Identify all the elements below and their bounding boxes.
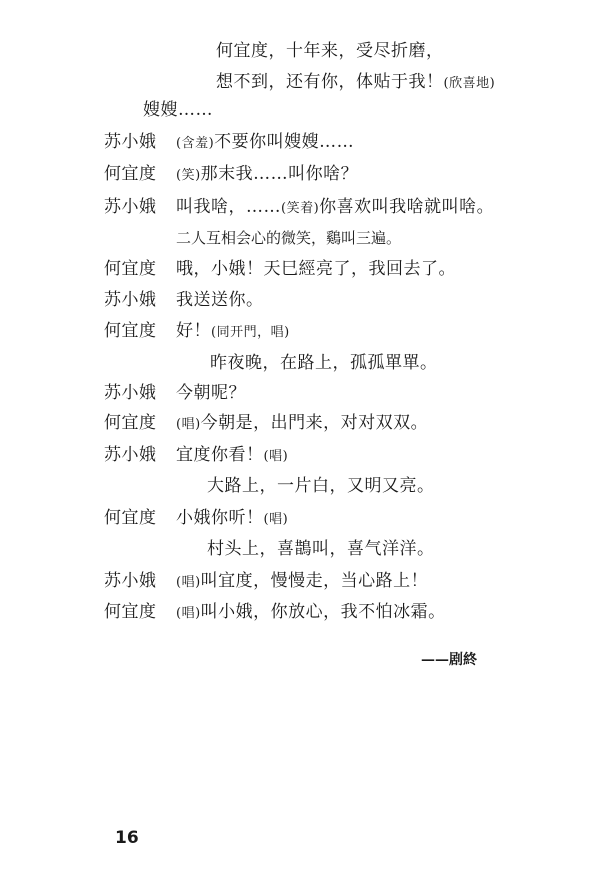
verse-line: 大路上，一片白，又明又亮。 xyxy=(207,476,435,496)
stage-direction: (同开門，唱) xyxy=(211,325,290,340)
stage-direction: (笑着) xyxy=(281,201,320,216)
verse-line: 昨夜晚，在路上，孤孤單單。 xyxy=(210,353,438,373)
dialogue-text: 哦，小娥！天巳經亮了，我回去了。 xyxy=(176,259,456,279)
dialogue-text: 不要你叫嫂嫂…… xyxy=(214,132,355,152)
stage-direction: (唱) xyxy=(176,417,201,432)
dialogue-text: 好！ xyxy=(176,321,211,341)
speaker-name: 何宜度 xyxy=(104,321,157,341)
dialogue-text: 叫小娥，你放心，我不怕冰霜。 xyxy=(200,602,446,622)
speaker-name: 苏小娥 xyxy=(104,383,157,403)
speaker-name: 苏小娥 xyxy=(104,571,157,591)
stage-direction: (欣喜地) xyxy=(443,76,496,91)
speaker-name: 苏小娥 xyxy=(104,132,157,152)
stage-direction: (含羞) xyxy=(176,136,215,151)
speaker-name: 何宜度 xyxy=(104,602,157,622)
speaker-name: 何宜度 xyxy=(104,164,157,184)
dialogue-text: 叫宜度，慢慢走，当心路上！ xyxy=(200,571,429,591)
page-number: 16 xyxy=(115,828,139,848)
dialogue-text: 叫我啥，…… xyxy=(176,197,281,217)
speaker-name: 苏小娥 xyxy=(104,445,157,465)
verse-line: 嫂嫂…… xyxy=(143,100,213,120)
dialogue-text: 那末我……叫你啥？ xyxy=(200,164,359,184)
dialogue-text: 今朝呢？ xyxy=(176,383,246,403)
dialogue-text: 今朝是，出門来，对对双双。 xyxy=(200,413,429,433)
dialogue-text: 我送送你。 xyxy=(176,290,264,310)
stage-direction: (唱) xyxy=(176,606,201,621)
verse-line: 何宜度，十年来，受尽折磨， xyxy=(216,41,444,61)
end-mark: ——剧終 xyxy=(421,652,477,668)
stage-direction: (唱) xyxy=(176,575,201,590)
stage-direction: (唱) xyxy=(263,449,289,464)
speaker-name: 何宜度 xyxy=(104,413,157,433)
dialogue-text: 小娥你听！ xyxy=(176,508,264,528)
stage-direction: (笑) xyxy=(176,168,201,183)
dialogue-text: 宜度你看！ xyxy=(176,445,264,465)
speaker-name: 何宜度 xyxy=(104,508,157,528)
verse-line: 想不到，还有你，体贴于我！(欣喜地) xyxy=(216,72,496,92)
stage-direction-line: 二人互相会心的微笑，鷄叫三遍。 xyxy=(176,229,402,247)
speaker-name: 何宜度 xyxy=(104,259,157,279)
speaker-name: 苏小娥 xyxy=(104,197,157,217)
stage-direction: (唱) xyxy=(263,512,289,527)
verse-line: 村头上，喜鵲叫，喜气洋洋。 xyxy=(207,539,435,559)
dialogue-text: 你喜欢叫我啥就叫啥。 xyxy=(319,197,495,217)
speaker-name: 苏小娥 xyxy=(104,290,157,310)
